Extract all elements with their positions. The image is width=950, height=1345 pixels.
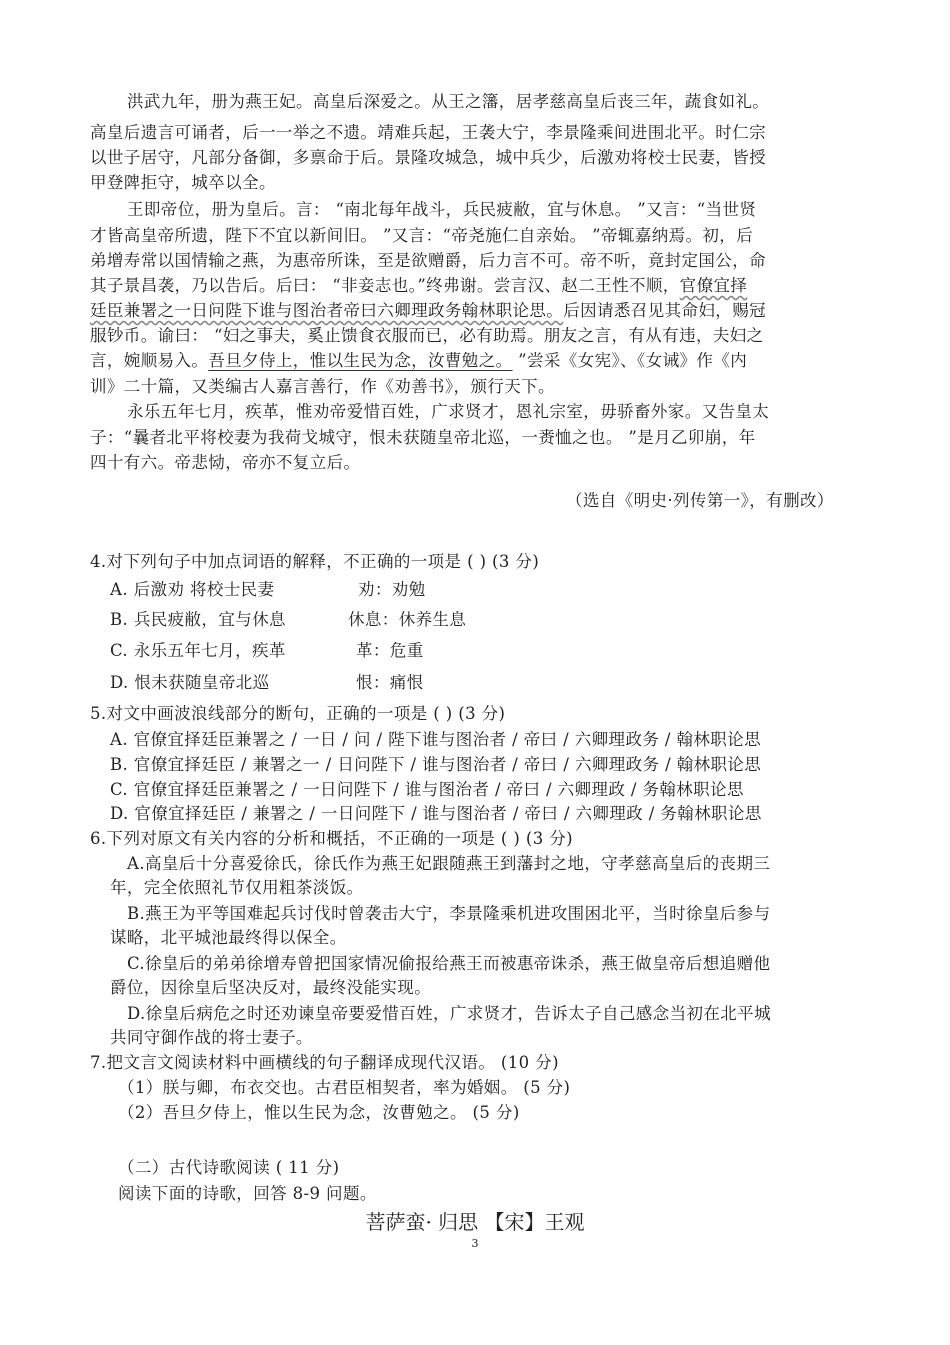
q4-option-a: A. 后激劝 将校士民妻	[110, 580, 275, 599]
page-number: 3	[471, 1237, 479, 1250]
q7-item-2: （2）吾旦夕侍上，惟以生民为念，汝曹勉之。 (5 分)	[118, 1103, 520, 1122]
question-4-stem: 4.对下列句子中加点词语的解释，不正确的一项是 ( ) (3 分)	[90, 552, 540, 571]
passage-p2-line-3: 弟增寿常以国情输之燕，为惠帝所诛，至是欲赠爵，后力言不可。帝不听，竟封定国公，命	[90, 251, 766, 270]
q4-option-b-gloss: 休息：休养生息	[348, 610, 467, 629]
wavy-underlined-text: 官僚宜择	[679, 276, 748, 295]
passage-p2-line-1: 王即帝位，册为皇后。言： “南北每年战斗，兵民疲敝，宜与休息。 ”又言：“当世贤	[127, 200, 757, 219]
source-citation: （选自《明史·列传第一》，有删改）	[566, 491, 834, 510]
q6-option-d-line-2: 共同守御作战的将士妻子。	[110, 1028, 313, 1047]
q4-option-d: D. 恨未获随皇帝北巡	[110, 673, 270, 692]
passage-p1-line-4: 甲登陴拒守，城卒以全。	[90, 173, 276, 192]
passage-p2-line-8: 训》二十篇，又类编古人嘉言善行，作《劝善书》，颁行天下。	[90, 377, 555, 396]
q4-option-c-gloss: 革：危重	[356, 641, 424, 660]
q6-option-d-line-1: D.徐皇后病危之时还劝谏皇帝要爱惜百姓，广求贤才，告诉太子自己感念当初在北平城	[127, 1004, 771, 1023]
poem-title: 菩萨蛮· 归思 【宋】王观	[365, 1210, 585, 1234]
q5-option-c: C. 官僚宜择廷臣兼署之 / 一日问陛下 / 谁与图治者 / 帝曰 / 六卿理政 / 务翰林职论思	[110, 780, 744, 799]
q6-option-b-line-1: B.燕王为平等国难起兵讨伐时曾袭击大宁，李景隆乘机进攻围困北平，当时徐皇后参与	[127, 904, 771, 923]
question-7-stem: 7.把文言文阅读材料中画横线的句子翻译成现代汉语。 (10 分)	[90, 1053, 559, 1072]
passage-p1-line-3: 以世子居守，凡部分备御，多禀命于后。景隆攻城急，城中兵少，后激劝将校士民妻，皆授	[90, 148, 766, 167]
q6-option-a-line-2: 年，完全依照礼节仅用粗茶淡饭。	[110, 878, 364, 897]
q5-option-d: D. 官僚宜择廷臣 / 兼署之 / 一日问陛下 / 谁与图治者 / 帝曰 / 六卿理政 / 务翰林职论思	[110, 804, 762, 823]
passage-p2-line-7-text: 言，婉顺易入。	[90, 351, 209, 370]
q4-option-a-gloss: 劝：劝勉	[358, 580, 426, 599]
q6-option-a-line-1: A.高皇后十分喜爱徐氏，徐氏作为燕王妃跟随燕王到藩封之地，守孝慈高皇后的丧期三	[127, 854, 771, 873]
q6-option-c-line-2: 爵位，因徐皇后坚决反对，最终没能实现。	[110, 978, 432, 997]
wavy-underlined-text-cont: 廷臣兼署之一日问陛下谁与图治者帝曰六卿理政务翰林职论思。	[90, 301, 564, 320]
q7-item-1: （1）朕与卿，布衣交也。古君臣相契者，率为婚姻。 (5 分)	[118, 1078, 571, 1097]
underlined-sentence: 吾旦夕侍上，惟以生民为念，汝曹勉之。	[208, 351, 513, 370]
q6-option-c-line-1: C.徐皇后的弟弟徐增寿曾把国家情况偷报给燕王而被惠帝诛杀，燕王做皇帝后想追赠他	[127, 954, 771, 973]
question-5-stem: 5.对文中画波浪线部分的断句，正确的一项是 ( ) (3 分)	[90, 704, 506, 723]
q4-option-b: B. 兵民疲敝，宜与休息	[110, 610, 286, 629]
passage-p2-line-7	[90, 351, 747, 371]
poetry-section-heading: （二）古代诗歌阅读 ( 11 分)	[118, 1158, 340, 1177]
poetry-instruction: 阅读下面的诗歌，回答 8-9 问题。	[118, 1184, 377, 1203]
passage-p2-line-4	[90, 276, 747, 296]
passage-p3-line-2: 子：“曩者北平将校妻为我荷戈城守，恨未获随皇帝北巡，一赉恤之也。 ”是月乙卯崩，年	[90, 428, 756, 447]
passage-p1-line-1: 洪武九年，册为燕王妃。高皇后深爱之。从王之籓，居孝慈高皇后丧三年，蔬食如礼。	[127, 92, 770, 111]
q6-option-b-line-2: 谋略，北平城池最终得以保全。	[110, 928, 347, 947]
q5-option-a: A. 官僚宜择廷臣兼署之 / 一日 / 问 / 陛下谁与图治者 / 帝曰 / 六卿理政务 / 翰林职论思	[110, 730, 761, 749]
passage-p2-line-5-text: 后因请悉召见其命妇，赐冠	[563, 301, 767, 320]
q4-option-c: C. 永乐五年七月，疾革	[110, 641, 286, 660]
passage-p3-line-3: 四十有六。帝悲恸，帝亦不复立后。	[90, 453, 361, 472]
passage-p2-line-6: 服钞币。谕曰： “妇之事夫，奚止馈食衣服而已，必有助焉。朋友之言，有从有违，夫妇之	[90, 326, 764, 345]
passage-p1-line-2: 高皇后遗言可诵者，后一一举之不遗。靖难兵起，王袭大宁，李景隆乘间进围北平。时仁宗	[90, 123, 766, 142]
passage-p2-line-5	[90, 301, 766, 321]
q5-option-b: B. 官僚宜择廷臣 / 兼署之一 / 日问陛下 / 谁与图治者 / 帝曰 / 六卿理政务 / 翰林职论思	[110, 755, 762, 774]
passage-p2-line-7-rest: ”尝采《女宪》、《女诫》作《内	[512, 351, 748, 370]
q4-option-d-gloss: 恨：痛恨	[356, 673, 424, 692]
passage-p2-line-2: 才皆高皇帝所遗，陛下不宜以新间旧。 ”又言：“帝尧施仁自亲始。 ”帝辄嘉纳焉。初，后	[90, 226, 754, 245]
question-6-stem: 6.下列对原文有关内容的分析和概括，不正确的一项是 ( ) (3 分)	[90, 829, 573, 848]
passage-p2-line-4-text: 其子景昌袭，乃以告后。后曰： “非妾志也。”终弗谢。尝言汉、赵二王性不顺，	[90, 276, 680, 295]
passage-p3-line-1: 永乐五年七月，疾革，惟劝帝爱惜百姓，广求贤才，恩礼宗室，毋骄畜外家。又告皇太	[127, 402, 770, 421]
